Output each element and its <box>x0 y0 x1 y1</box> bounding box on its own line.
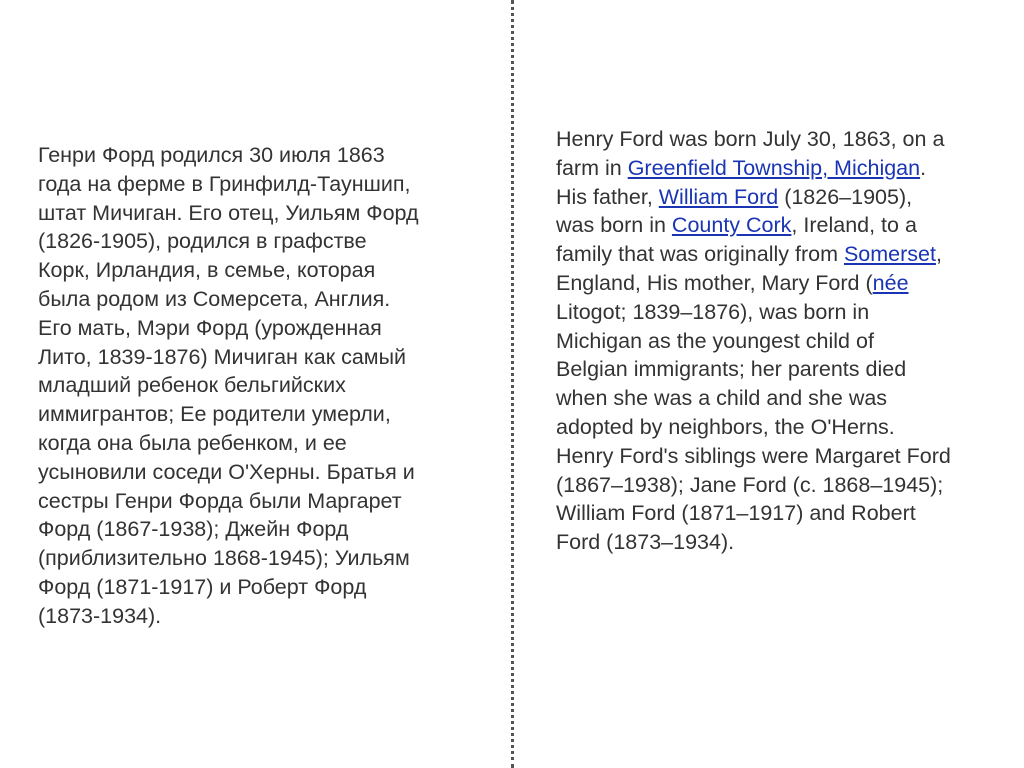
text-line: Litogot; 1839–1876), was born in <box>556 299 870 324</box>
text-line: Michigan as the youngest child of <box>556 328 874 353</box>
text-line: Форд (1871-1917) и Роберт Форд <box>38 574 367 599</box>
text-line <box>556 154 1006 183</box>
text-fragment: England, His mother, Mary Ford ( <box>556 270 873 295</box>
text-line <box>556 269 1006 298</box>
text-line: (1867–1938); Jane Ford (c. 1868–1945); <box>556 472 944 497</box>
text-line: Ford (1873–1934). <box>556 530 735 555</box>
text-line: (1826-1905), родился в графстве <box>38 229 367 254</box>
link-county-cork[interactable]: County Cork <box>671 213 792 238</box>
text-line: (1873-1934). <box>38 603 162 628</box>
link-greenfield-township[interactable]: Greenfield Township, Michigan <box>627 155 921 180</box>
text-fragment: family that was originally from <box>556 242 844 267</box>
text-fragment: . <box>920 155 927 180</box>
text-line: William Ford (1871–1917) and Robert <box>556 501 916 526</box>
text-line: штат Мичиган. Его отец, Уильям Форд <box>38 200 419 225</box>
text-fragment: , <box>935 242 942 267</box>
text-line: Корк, Ирландия, в семье, которая <box>38 258 376 283</box>
text-line: сестры Генри Форда были Маргарет <box>38 488 402 513</box>
text-line: когда она была ребенком, и ее <box>38 430 347 455</box>
text-line <box>556 183 1006 212</box>
text-fragment: was born in <box>556 213 672 238</box>
russian-text-block <box>38 141 488 631</box>
text-line: adopted by neighbors, the O'Herns. <box>556 414 895 439</box>
text-fragment: , Ireland, to a <box>791 213 917 238</box>
text-line: Генри Форд родился 30 июля 1863 <box>38 143 385 167</box>
english-text-block <box>556 125 1006 557</box>
text-line: Henry Ford's siblings were Margaret Ford <box>556 443 951 468</box>
text-line: была родом из Сомерсета, Англия. <box>38 286 391 311</box>
text-line: (приблизительно 1868-1945); Уильям <box>38 546 410 571</box>
text-line: Belgian immigrants; her parents died <box>556 357 907 382</box>
text-fragment: His father, <box>556 184 659 209</box>
text-line: when she was a child and she was <box>556 386 888 411</box>
text-line <box>556 125 1006 154</box>
text-line <box>556 240 1006 269</box>
text-line: года на ферме в Гринфилд-Тауншип, <box>38 171 411 196</box>
text-line <box>556 211 1006 240</box>
text-line: младший ребенок бельгийских <box>38 373 346 398</box>
text-line: Его мать, Мэри Форд (урожденная <box>38 315 382 340</box>
text-fragment: Henry Ford was born July 30, 1863, on a <box>556 127 945 151</box>
column-divider <box>511 0 514 768</box>
link-nee[interactable]: née <box>872 270 909 295</box>
text-line: Форд (1867-1938); Джейн Форд <box>38 517 349 542</box>
link-william-ford[interactable]: William Ford <box>658 184 779 209</box>
text-line: иммигрантов; Ее родители умерли, <box>38 402 391 427</box>
text-fragment: farm in <box>556 155 628 180</box>
text-line: Лито, 1839-1876) Мичиган как самый <box>38 344 407 369</box>
text-line: усыновили соседи О'Херны. Братья и <box>38 459 415 484</box>
link-somerset[interactable]: Somerset <box>843 242 936 267</box>
text-fragment: (1826–1905), <box>778 184 913 209</box>
